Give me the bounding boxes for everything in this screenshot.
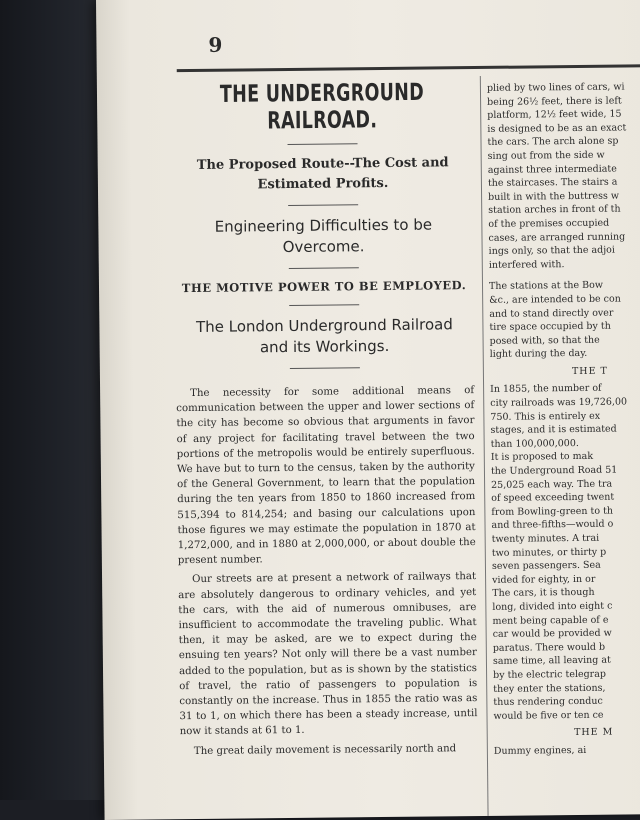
- column-line: built in with the buttress w: [488, 190, 620, 203]
- column-line: from Bowling-green to th: [491, 505, 614, 518]
- headline: THE UNDERGROUND RAILROAD.: [219, 79, 425, 136]
- column-line: tire space occupied by th: [489, 320, 611, 333]
- divider: [288, 204, 358, 206]
- text-block: [487, 80, 640, 272]
- deck-motive-power: THE MOTIVE POWER TO BE EMPLOYED.: [181, 278, 467, 296]
- adjacent-column: [487, 80, 640, 759]
- column-line: 750. This is entirely ex: [490, 410, 601, 423]
- column-line: long, divided into eight c: [492, 600, 613, 613]
- article-column: [171, 74, 480, 763]
- column-line: against three intermediate: [487, 163, 617, 176]
- column-line: ings only, so that the adjoi: [488, 244, 615, 258]
- newspaper-page: [96, 0, 640, 820]
- column-line: by the electric telegrap: [493, 668, 607, 681]
- column-line: of the premises occupied: [488, 217, 610, 230]
- subhead: THE M: [573, 726, 614, 739]
- column-line: they enter the stations,: [493, 682, 606, 695]
- deck-london-underground: The London Underground Railroad and its Workings.: [195, 315, 453, 357]
- column-line: light during the day.: [489, 348, 588, 361]
- column-line: same time, all leaving at: [492, 654, 611, 668]
- column-line: plied by two lines of cars, wi: [486, 81, 625, 94]
- column-line: paratus. There would b: [492, 641, 606, 654]
- column-line: sing out from the side w: [487, 149, 605, 162]
- divider: [288, 143, 358, 145]
- column-line: station arches in front of th: [488, 203, 621, 217]
- text-block: [490, 381, 640, 723]
- column-line: The stations at the Bow: [488, 280, 604, 293]
- column-line: interfered with.: [488, 258, 565, 271]
- divider: [289, 304, 359, 306]
- column-line: the cars. The arch alone sp: [487, 135, 619, 149]
- column-line: The cars, it is though: [492, 587, 595, 600]
- column-line: thus rendering conduc: [493, 695, 603, 709]
- column-line: ment being capable of e: [492, 614, 609, 627]
- column-line: would be five or ten ce: [493, 709, 604, 722]
- column-line: &c., are intended to be con: [489, 293, 621, 306]
- column-line: vided for eighty, in or: [492, 573, 596, 586]
- column-line: than 100,000,000.: [490, 437, 579, 450]
- column-line: the Underground Road 51: [490, 464, 618, 477]
- divider: [290, 367, 360, 369]
- column-line: being 26½ feet, there is left: [487, 95, 622, 108]
- column-line: posed with, so that the: [489, 334, 600, 347]
- column-line: cases, are arranged running: [488, 231, 626, 244]
- column-line: the staircases. The stairs a: [487, 176, 618, 190]
- column-line: In 1855, the number of: [490, 383, 602, 396]
- column-line: car would be provided w: [492, 627, 612, 641]
- paragraph: The necessity for some additional means of communication between the upper and lower sections of the city has become so obvious that arguments in favor of any project for facilitating travel between the two portions of the metropolis would be entirely superfluous. We have but to turn to the census, taken by the authority of the General Government, to learn that the population during the ten years from 1850 to 1860 increased from 515,394 to 814,254; and basing our calculations upon those figures we may estimate the population in 1870 at 1,272,000, and in 1880 at 2,000,000, or about double the present number.: [176, 385, 476, 567]
- deck-proposed-route: The Proposed Route--The Cost and Estimated Profits.: [196, 155, 449, 193]
- text-block: [489, 278, 640, 362]
- text-block: [494, 743, 640, 759]
- column-line: and three-fifths—would o: [491, 519, 614, 532]
- column-line: two minutes, or thirty p: [491, 546, 607, 559]
- subhead: THE T: [571, 365, 608, 377]
- deck-engineering: Engineering Difficulties to be Overcome.: [214, 215, 433, 257]
- divider: [289, 267, 359, 269]
- column-line: is designed to be as an exact: [487, 122, 627, 135]
- background-table: [0, 0, 110, 800]
- column-line: twenty minutes. A trai: [491, 532, 600, 545]
- page-number: 9: [208, 32, 223, 57]
- column-line: platform, 12½ feet wide, 15: [487, 108, 622, 122]
- paragraph: The great daily movement is necessarily north and: [193, 742, 457, 757]
- column-line: 25,025 each way. The tra: [491, 478, 613, 491]
- column-line: of speed exceeding twent: [491, 491, 615, 505]
- top-rule: [177, 64, 640, 72]
- column-line: Dummy engines, ai: [493, 744, 587, 757]
- paragraph: Our streets are at present a network of railways that are absolutely dangerous to ordinary vehicles, and yet the cars, with the aid of numerous omnibuses, are insufficient to accommodate the traveling public. What then, it may be asked, are we to expect during the ensuing ten years? Not only will there be a vast number added to the population, but as is shown by the statistics of travel, the ratio of passengers to population is constantly on the increase. Thus in 1855 the ratio was as 31 to 1, on which there has been a steady increase, until now it stands at 61 to 1.: [178, 571, 478, 738]
- column-line: stages, and it is estimated: [490, 423, 617, 437]
- column-line: city railroads was 19,726,00: [490, 396, 628, 409]
- column-line: It is proposed to mak: [490, 451, 594, 464]
- column-line: seven passengers. Sea: [491, 559, 601, 573]
- column-line: and to stand directly over: [489, 307, 614, 320]
- article-body: [174, 383, 480, 759]
